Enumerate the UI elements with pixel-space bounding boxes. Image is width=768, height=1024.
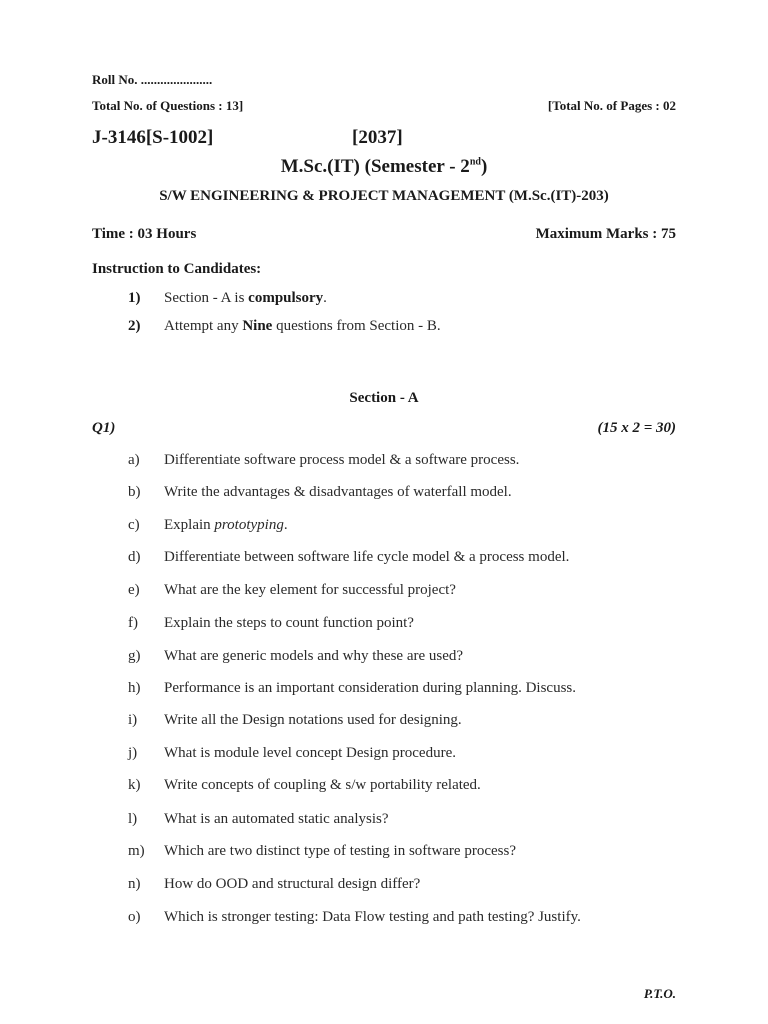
sub-question-letter: l) — [128, 811, 138, 827]
sub-question-letter: o) — [128, 909, 141, 925]
instruction-text: Section - A is — [164, 290, 249, 306]
question-label: Q1) — [92, 420, 116, 436]
instruction-item — [128, 318, 441, 335]
sub-question-text — [164, 517, 288, 534]
sub-question-text: Write the advantages & disadvantages of waterfall model. — [164, 484, 512, 500]
time-allowed: Time : 03 Hours — [92, 226, 197, 242]
sub-question-text-pre: Explain — [164, 517, 215, 533]
sub-question-text: Write concepts of coupling & s/w portability related. — [164, 777, 481, 793]
question-marks: (15 x 2 = 30) — [597, 420, 676, 436]
sub-question-text-post: . — [283, 517, 288, 533]
degree-close: ) — [480, 156, 488, 177]
total-questions: Total No. of Questions : 13] — [92, 98, 244, 113]
sub-question-letter: e) — [128, 582, 140, 598]
sub-question-text: Write all the Design notations used for designing. — [164, 712, 462, 728]
instruction-text: Attempt any — [164, 318, 243, 334]
sub-question-letter: n) — [128, 876, 141, 892]
sub-question-text: What are the key element for successful project? — [164, 582, 456, 598]
sub-question-letter: a) — [128, 452, 140, 468]
sub-question-letter: g) — [128, 648, 141, 664]
sub-question-letter: c) — [128, 517, 140, 533]
sub-question-text: What are generic models and why these are used? — [164, 648, 464, 664]
instruction-num: 2) — [128, 318, 141, 334]
sub-question-letter: m) — [128, 843, 145, 859]
sub-question-letter: b) — [128, 484, 141, 500]
instruction-item — [128, 290, 327, 307]
sub-question-italic: prototyping — [214, 517, 284, 533]
sub-question-text: Differentiate software process model & a software process. — [164, 452, 520, 468]
subject-title: S/W ENGINEERING & PROJECT MANAGEMENT (M.Sc.(IT)-203) — [159, 188, 609, 204]
degree-title — [0, 156, 768, 178]
sub-question-text: What is an automated static analysis? — [164, 811, 389, 827]
sub-question-letter: d) — [128, 549, 141, 565]
sub-question-text: What is module level concept Design procedure. — [164, 745, 456, 761]
roll-no: Roll No. ...................... — [92, 72, 213, 87]
sub-question-letter: k) — [128, 777, 141, 793]
total-pages: [Total No. of Pages : 02 — [547, 98, 676, 113]
exam-code: [2037] — [352, 127, 403, 148]
sub-question-letter: i) — [128, 712, 138, 728]
paper-code: J-3146[S-1002] — [92, 127, 214, 148]
section-title: Section - A — [349, 390, 419, 406]
instruction-num: 1) — [128, 290, 141, 306]
instructions-heading: Instruction to Candidates: — [92, 261, 262, 277]
maximum-marks: Maximum Marks : 75 — [535, 226, 676, 242]
sub-question-text: How do OOD and structural design differ? — [164, 876, 421, 892]
instruction-bold: compulsory — [248, 290, 324, 306]
instruction-bold: Nine — [242, 318, 273, 334]
sub-question-text: Explain the steps to count function point? — [164, 615, 414, 631]
instruction-post: . — [323, 290, 327, 306]
sub-question-letter: j) — [128, 745, 138, 761]
sub-question-text: Performance is an important consideration during planning. Discuss. — [164, 680, 576, 696]
sub-question-text: Which is stronger testing: Data Flow testing and path testing? Justify. — [164, 909, 581, 925]
sub-question-letter: h) — [128, 680, 141, 696]
degree-text: M.Sc.(IT) (Semester - 2 — [280, 156, 470, 177]
sub-question-text: Differentiate between software life cycle model & a process model. — [164, 549, 570, 565]
pto-marker: P.T.O. — [643, 986, 676, 1001]
degree-sup: nd — [469, 156, 481, 168]
sub-question-text: Which are two distinct type of testing in software process? — [164, 843, 516, 859]
sub-question-letter: f) — [128, 615, 138, 631]
instruction-post: questions from Section - B. — [272, 318, 441, 334]
